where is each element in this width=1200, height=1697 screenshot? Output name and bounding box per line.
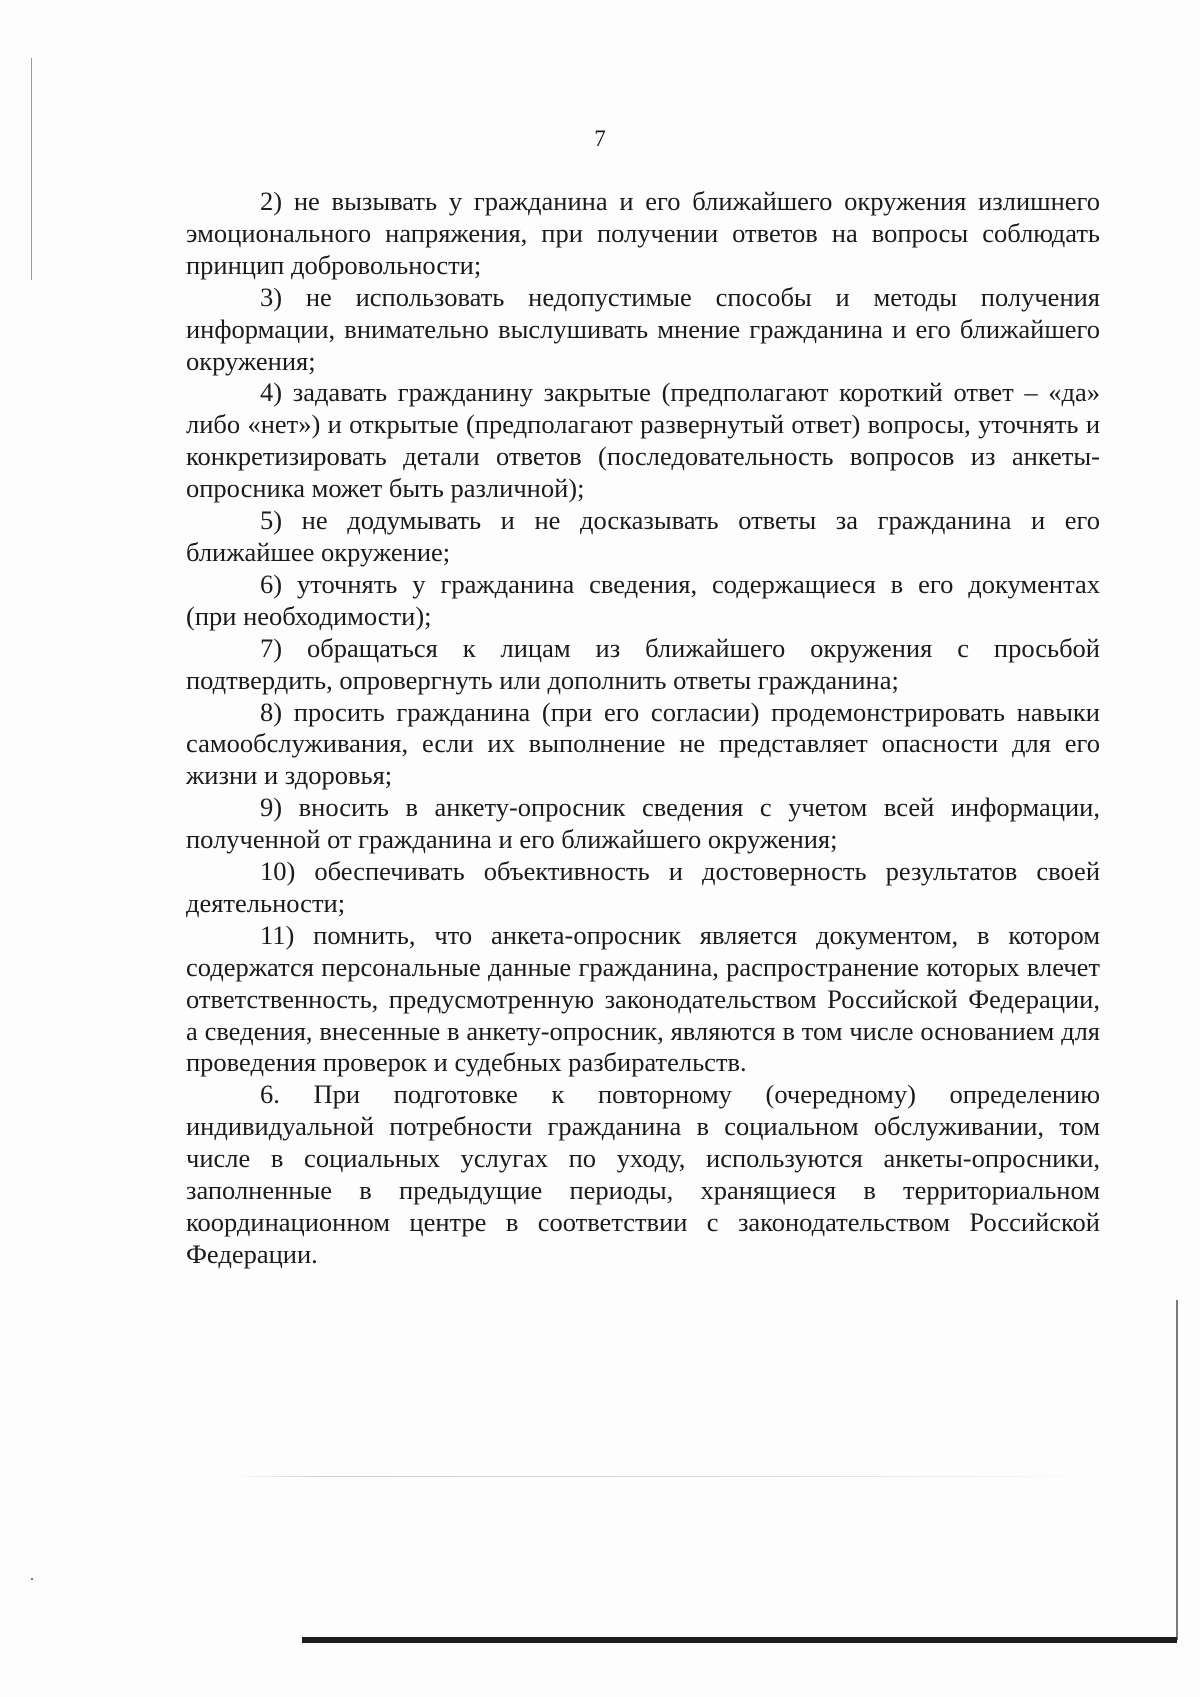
list-item-5: 5) не додумывать и не досказывать ответы за гражданина и его ближайшее окружение; (186, 505, 1100, 567)
list-item-6-continuation: (при необходимости); (186, 600, 432, 631)
list-item-8: 8) просить гражданина (при его согласии) продемонстрировать навыки самообслуживания, если их выполнение не представляет опасности для его жизни и здоровья; (186, 696, 1100, 791)
list-item-7: 7) обращаться к лицам из ближайшего окружения с просьбой подтвердить, опровергнуть или дополнить ответы гражданина; (186, 632, 1100, 695)
list-item-10: 10) обеспечивать объективность и достоверность результатов своей деятельности; (186, 856, 1100, 918)
page-number: 7 (594, 126, 606, 151)
scan-faint-rule (235, 1476, 1105, 1477)
scan-edge-line-right (1176, 1300, 1178, 1640)
section-6-paragraph: 6. При подготовке к повторному (очередному) определению индивидуальной потребности гражданина в социальном обслуживании, том числе в социальных услугах по уходу, используются анкеты-опросники, заполненные в предыдущие периоды, хранящиеся в территориальном координационном центре в соответствии с законодательством Российской Федерации. (186, 1079, 1100, 1269)
scan-bottom-bar (302, 1637, 1177, 1643)
list-item-11: 11) помнить, что анкета-опросник является документом, в котором содержатся персональные данные гражданина, распространение которых влечет ответственность, предусмотренную законодательством Российской Федерации, а сведения, внесенные в анкету-опросник, являются в том числе основанием для проведения проверок и судебных разбирательств. (186, 919, 1100, 1078)
list-item-9: 9) вносить в анкету-опросник сведения с учетом всей информации, полученной от гражданина и его ближайшего окружения; (186, 792, 1100, 855)
list-item-6: 6) уточнять у гражданина сведения, содержащиеся в его документах (260, 568, 1100, 599)
document-body (186, 186, 1100, 1271)
scan-edge-line (31, 58, 32, 280)
scan-speck (31, 1578, 33, 1580)
list-item-2: 2) не вызывать у гражданина и его ближайшего окружения излишнего эмоционального напряжения, при получении ответов на вопросы соблюдать принцип добровольности; (186, 186, 1100, 280)
list-item-4: 4) задавать гражданину закрытые (предполагают короткий ответ – «да» либо «нет») и открытые (предполагают развернутый ответ) вопросы, уточнять и конкретизировать детали ответов (последовательность вопросов из анкеты-опросника может быть различной); (186, 377, 1100, 504)
list-item-3: 3) не использовать недопустимые способы и методы получения информации, внимательно выслушивать мнение гражданина и его ближайшего окружения; (186, 281, 1100, 376)
